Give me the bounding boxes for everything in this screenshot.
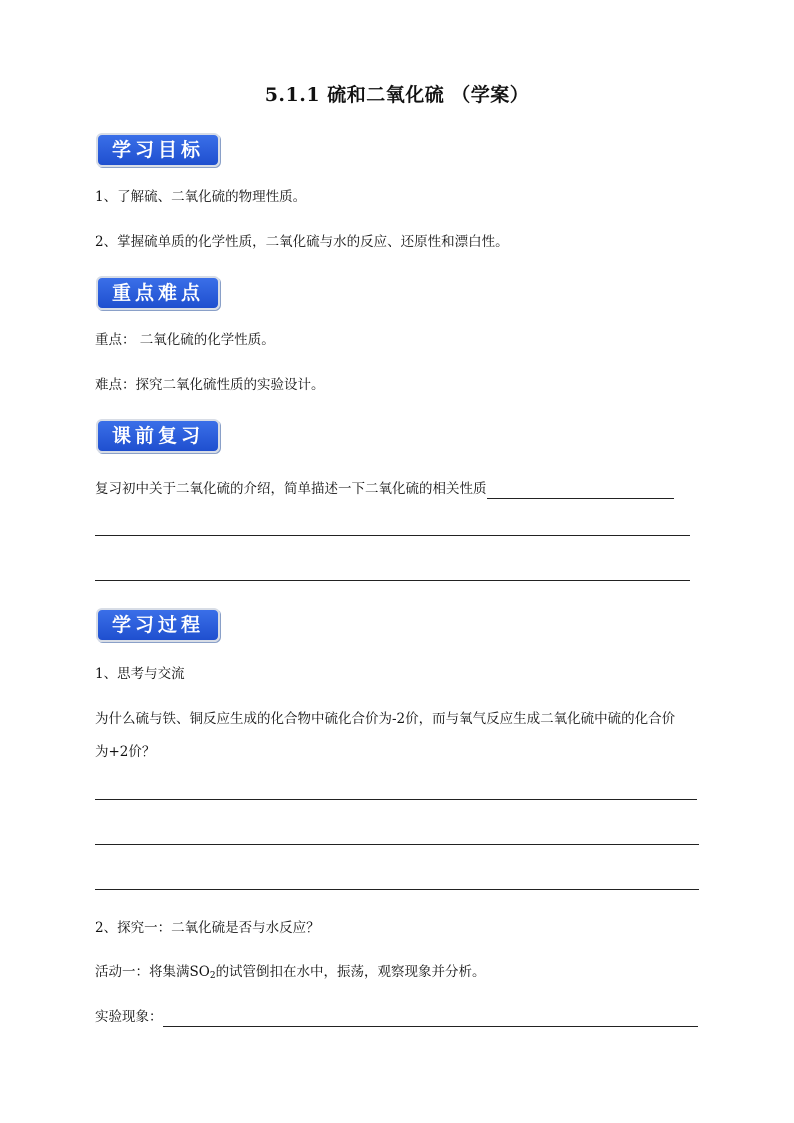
review-answer-line-3[interactable] xyxy=(95,580,690,581)
activity-1-text xyxy=(95,962,486,986)
process-item-2-label: 2、探究一：二氧化硫是否与水反应？ xyxy=(95,920,320,936)
review-answer-blank[interactable] xyxy=(487,484,674,499)
observation-line xyxy=(95,1007,698,1027)
review-prompt: 复习初中关于二氧化硫的介绍，简单描述一下二氧化硫的相关性质 xyxy=(95,481,487,497)
section-badge-review: 课前复习 xyxy=(96,419,220,453)
process-item-1-label: 1、思考与交流 xyxy=(95,666,185,682)
process-item-1-answer-line-2[interactable] xyxy=(95,844,699,845)
process-item-1-answer-line-1[interactable] xyxy=(95,799,697,800)
formula-subscript: 2 xyxy=(209,971,216,981)
objective-item-1: 1、了解硫、二氧化硫的物理性质。 xyxy=(95,189,307,205)
section-badge-objectives: 学习目标 xyxy=(96,133,220,167)
focus-text: 重点： 二氧化硫的化学性质。 xyxy=(95,332,275,348)
activity-1-formula xyxy=(190,964,216,980)
section-badge-key-points: 重点难点 xyxy=(96,276,220,310)
review-prompt-line xyxy=(95,479,674,499)
page-title: 5.1.1 硫和二氧化硫 （学案） xyxy=(264,84,530,106)
observation-label: 实验现象： xyxy=(95,1009,163,1025)
process-item-1-question-line-2: 为+2价？ xyxy=(95,744,156,760)
activity-1-suffix: 的试管倒扣在水中，振荡，观察现象并分析。 xyxy=(215,964,486,980)
activity-1-prefix: 活动一：将集满 xyxy=(95,964,190,980)
section-badge-process: 学习过程 xyxy=(96,608,220,642)
process-item-1-question-line-1: 为什么硫与铁、铜反应生成的化合物中硫化合价为-2价，而与氧气反应生成二氧化硫中硫的化合价 xyxy=(95,711,676,727)
formula-base: SO xyxy=(189,964,210,980)
objective-item-2: 2、掌握硫单质的化学性质，二氧化硫与水的反应、还原性和漂白性。 xyxy=(95,234,509,250)
difficulty-text: 难点：探究二氧化硫性质的实验设计。 xyxy=(95,377,325,393)
observation-answer-blank[interactable] xyxy=(163,1012,698,1027)
process-item-1-answer-line-3[interactable] xyxy=(95,889,699,890)
review-answer-line-2[interactable] xyxy=(95,535,690,536)
